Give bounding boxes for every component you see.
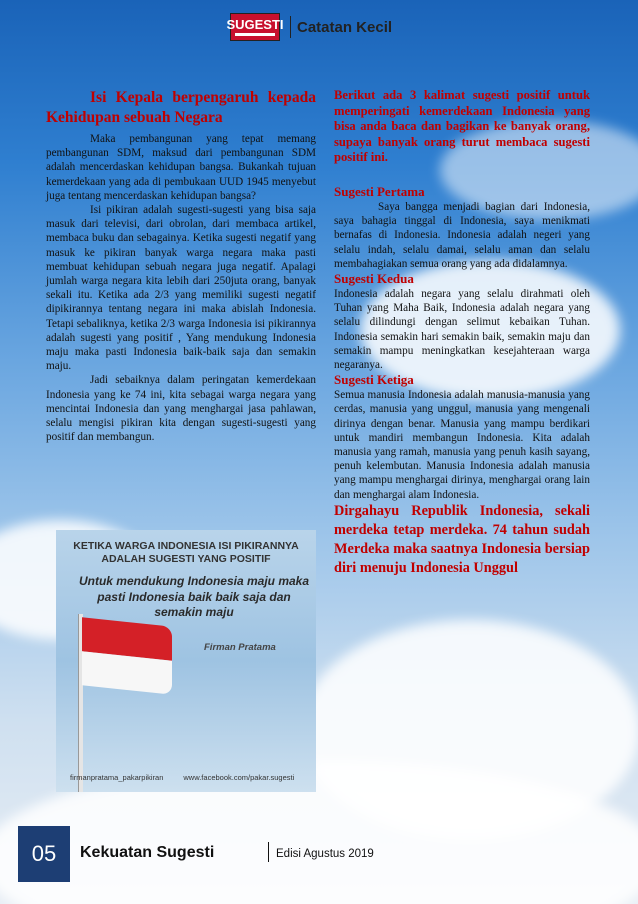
left-column bbox=[46, 88, 316, 444]
section-heading: Sugesti Kedua bbox=[334, 270, 414, 286]
section-text: Indonesia adalah negara yang selalu dirahmati oleh Tuhan yang Maha Baik, Indonesia adalah negara yang selalu dilindungi dengan selimut kebaikan Tuhan. Indonesia semakin hari semakin baik, semakin maju dan semakin mampu meningkatkan kesejahteraan warga negaranya. bbox=[334, 287, 590, 371]
right-column bbox=[334, 88, 590, 578]
page-number: 05 bbox=[18, 826, 70, 882]
page-header bbox=[226, 12, 393, 42]
article-heading: Isi Kepala berpengaruh kepada Kehidupan sebuah Negara bbox=[46, 89, 316, 126]
closing-statement: Dirgahayu Republik Indonesia, sekali merdeka tetap merdeka. 74 tahun sudah Merdeka maka saatnya Indonesia bersiap diri menuju Indonesia Unggul bbox=[334, 502, 590, 576]
paragraph: Maka pembangunan yang tepat memang pembangunan SDM, maksud dari pembangunan SDM adalah mencerdaskan kehidupan bangsa. Bukankah tujuan kemerdekaan yang ada di pembukaan UUD 1945 menyebut juga tentang mencerdaskan kehidupan bangsa? bbox=[46, 133, 316, 202]
edition-label: Edisi Agustus 2019 bbox=[276, 848, 374, 860]
paragraph: Jadi sebaiknya dalam peringatan kemerdekaan Indonesia yang ke 74 ini, kita sebagai warga negara yang mencintai Indonesia dan yang menghargai jasa pahlawan, selalu mengisi pikiran kita dengan sugesti-sugesti yang positif dan membangun. bbox=[46, 374, 316, 444]
page-footer bbox=[0, 826, 638, 882]
instagram-handle: firmanpratama_pakarpikiran bbox=[70, 773, 164, 782]
intro-paragraph: Berikut ada 3 kalimat sugesti positif untuk memperingati kemerdekaan Indonesia yang bisa anda baca dan bagikan ke banyak orang, supaya banyak orang turut membaca sugesti positif ini. bbox=[334, 88, 590, 165]
logo-underline bbox=[235, 33, 275, 36]
section-text: Saya bangga menjadi bagian dari Indonesia, saya bahagia tinggal di Indonesia, saya menikmati bernafas di Indonesia. Indonesia adalah negeri yang selalu indah, selalu damai, selalu aman dan selalu membahagiakan semua orang yang ada didalamnya. bbox=[334, 200, 590, 270]
poster-footer bbox=[70, 773, 294, 782]
poster-line: ADALAH SUGESTI YANG POSITIF bbox=[101, 553, 271, 565]
flag-poster-image bbox=[56, 530, 316, 792]
section-title: Catatan Kecil bbox=[297, 18, 393, 36]
poster-line: KETIKA WARGA INDONESIA ISI PIKIRANNYA bbox=[73, 540, 299, 552]
logo-text: SUGESTI bbox=[226, 17, 284, 32]
poster-author: Firman Pratama bbox=[204, 642, 276, 653]
section-heading: Sugesti Ketiga bbox=[334, 372, 414, 388]
paragraph: Isi pikiran adalah sugesti-sugesti yang bisa saja masuk dari televisi, dari obrolan, dari membaca artikel, membaca buku dan sebagainya. Ketika sugesti negatif yang masuk ke pikiran banyak warga negara maka pasti membuat kehidupan sebuah negara juga negatif. Apalagi jumlah warga negara kita lebih dari 250juta orang, banyak sekali itu. Ketika ada 2/3 yang memiliki sugesti negatif dipikirannya tentang negara ini maka abislah Indonesia. Tetapi sebaliknya, ketika 2/3 warga Indonesia isi pikirannya adalah sugesti yang positif , Yang mendukung Indonesia maju maka pasti Indonesia baik-baik saja dan semakin maju. bbox=[46, 204, 316, 373]
header-divider bbox=[290, 16, 291, 38]
section-heading: Sugesti Pertama bbox=[334, 183, 425, 199]
section-text: Semua manusia Indonesia adalah manusia-manusia yang cerdas, manusia yang unggul, manusia yang mengenali dirinya dengan benar. Manusia yang mampu berdikari untuk mandiri membangun Indonesia. Kita adalah manusia yang ramah, manusia yang penuh kasih sayang, penuh kelembutan. Manusia Indonesia adalah manusia yang mampu menghargai dirinya, menghargai orang lain dan menghargai alam Indonesia. bbox=[334, 389, 590, 501]
facebook-url: www.facebook.com/pakar.sugesti bbox=[183, 773, 295, 782]
footer-divider bbox=[268, 842, 269, 862]
poster-quote: Untuk mendukung Indonesia maju maka pasti Indonesia baik baik saja dan semakin maju bbox=[78, 574, 310, 619]
sugesti-logo bbox=[226, 13, 284, 41]
poster-headline bbox=[56, 540, 316, 566]
magazine-title: Kekuatan Sugesti bbox=[80, 844, 215, 861]
